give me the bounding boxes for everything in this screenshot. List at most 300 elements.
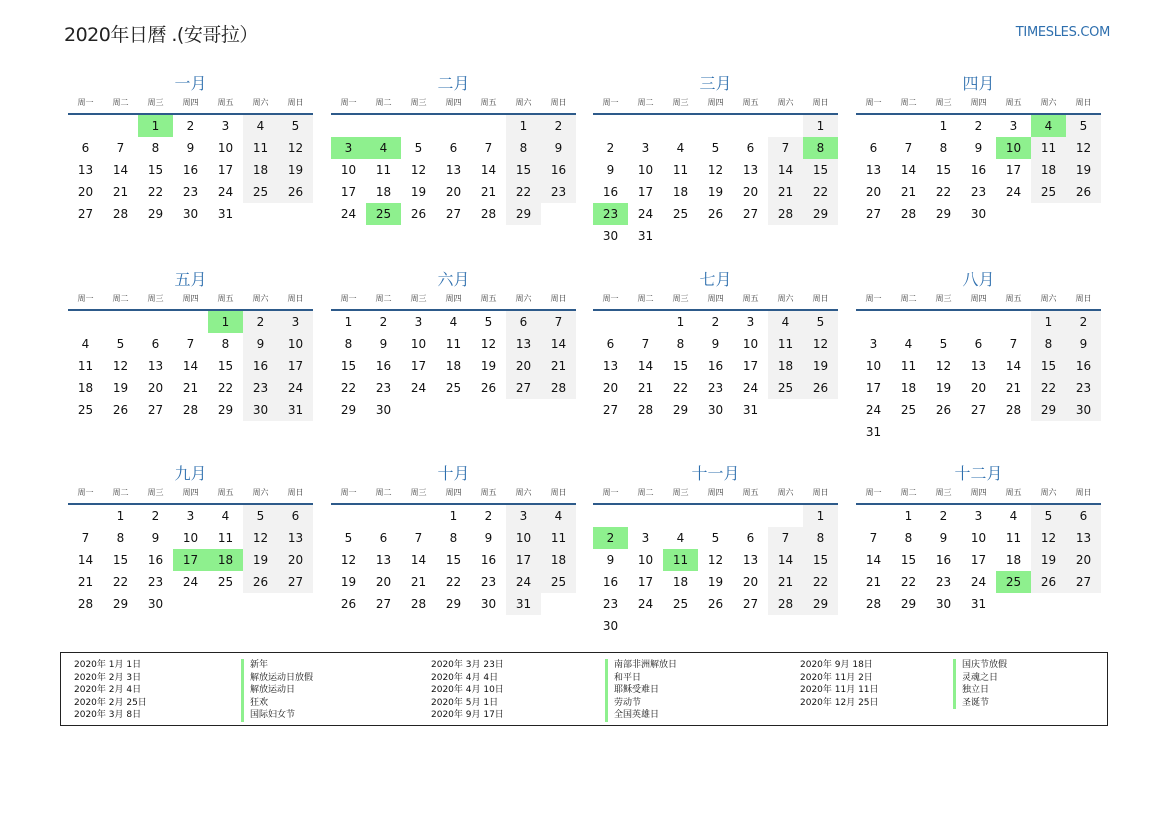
day-cell: 7 [186,337,195,351]
month-block [68,463,313,615]
empty-cell [733,505,768,527]
weekday-label: 周日 [1075,294,1092,303]
empty-cell [663,505,698,527]
legend-holiday-name: 国际妇女节 [241,709,313,722]
day-cell: 18 [541,549,576,571]
month-name: 五月 [174,270,207,289]
day-cell: 28 [112,207,129,221]
day-cell: 14 [637,359,654,373]
day-cell: 14 [480,163,497,177]
empty-cell [138,311,173,333]
day-cell: 14 [900,163,917,177]
day-cell: 24 [865,403,882,417]
day-cell: 12 [112,359,129,373]
day-cell: 29 [935,207,952,221]
legend-names-2 [605,659,677,722]
weekday-label: 周四 [182,98,199,107]
day-cell: 5 [243,505,278,527]
month-name: 七月 [699,270,732,289]
day-cell: 22 [900,575,917,589]
day-cell: 28 [768,593,803,615]
day-cell: 30 [602,229,619,243]
day-cell: 1 [676,315,685,329]
legend-date: 2020年 11月 11日 [800,685,879,696]
day-cell: 5 [711,141,720,155]
day-cell: 17 [637,185,654,199]
brand-link[interactable]: TIMESLES.COM [1015,25,1110,40]
day-cell: 6 [379,531,388,545]
weekday-label: 周二 [375,488,392,497]
legend-date: 2020年 2月 3日 [74,672,142,683]
day-cell: 24 [217,185,234,199]
day-cell: 18 [375,185,392,199]
legend-holiday-name: 新年 [241,659,313,672]
day-cell: 21 [768,181,803,203]
day-cell: 25 [672,207,689,221]
day-cell: 13 [970,359,987,373]
day-cell: 11 [1031,137,1066,159]
day-cell: 20 [742,185,759,199]
day-cell: 22 [803,571,838,593]
day-cell: 26 [243,571,278,593]
empty-cell [663,115,698,137]
day-cell: 5 [278,115,313,137]
legend-date: 2020年 9月 17日 [431,710,504,721]
day-cell: 6 [1066,505,1101,527]
day-cell: 12 [1066,137,1101,159]
empty-cell [926,311,961,333]
day-cell: 25 [768,377,803,399]
weekday-label: 周三 [672,488,689,497]
day-cell: 6 [151,337,160,351]
day-cell: 26 [480,381,497,395]
weekday-label: 周五 [480,98,497,107]
day-cell: 19 [935,381,952,395]
day-cell: 11 [768,333,803,355]
month-block [68,73,313,225]
day-cell: 14 [410,553,427,567]
day-cell: 20 [865,185,882,199]
day-cell: 6 [81,141,90,155]
day-cell: 6 [746,531,755,545]
weekday-label: 周五 [742,294,759,303]
weekday-label: 周三 [935,98,952,107]
day-cell: 14 [112,163,129,177]
weekday-label: 周二 [375,294,392,303]
day-grid [331,311,576,421]
day-cell: 3 [641,531,650,545]
weekday-label: 周四 [707,294,724,303]
day-cell: 8 [506,137,541,159]
day-cell: 2 [186,119,195,133]
day-cell: 4 [768,311,803,333]
weekday-header [593,291,838,311]
weekday-label: 周日 [812,488,829,497]
day-cell: 28 [410,597,427,611]
day-cell: 23 [243,377,278,399]
day-cell: 23 [1066,377,1101,399]
month-block [593,269,838,421]
empty-cell [856,311,891,333]
weekday-label: 周六 [777,294,794,303]
day-cell: 4 [904,337,913,351]
weekday-label: 周三 [672,98,689,107]
legend-holiday-name: 解放运动日放假 [241,672,313,685]
weekday-header [331,485,576,505]
weekday-label: 周日 [287,98,304,107]
day-cell: 29 [803,203,838,225]
day-cell: 10 [278,333,313,355]
weekday-label: 周五 [1005,98,1022,107]
day-cell: 15 [803,159,838,181]
day-cell: 15 [900,553,917,567]
weekday-label: 周四 [445,294,462,303]
day-cell: 9 [711,337,720,351]
day-cell: 15 [506,159,541,181]
day-cell: 25 [672,597,689,611]
day-cell: 22 [1031,377,1066,399]
weekday-label: 周二 [900,98,917,107]
holiday-day-cell: 11 [663,549,698,571]
day-cell: 12 [480,337,497,351]
day-cell: 28 [480,207,497,221]
weekday-header [331,291,576,311]
empty-cell [996,311,1031,333]
day-cell: 13 [865,163,882,177]
day-cell: 24 [278,377,313,399]
day-cell: 22 [147,185,164,199]
holiday-day-cell: 3 [331,137,366,159]
day-cell: 2 [379,315,388,329]
weekday-label: 周日 [550,294,567,303]
day-cell: 31 [970,597,987,611]
day-cell: 29 [217,403,234,417]
day-cell: 21 [865,575,882,589]
legend-holiday-name: 劳动节 [605,697,677,710]
day-cell: 26 [707,207,724,221]
day-cell: 5 [939,337,948,351]
day-cell: 18 [1031,159,1066,181]
empty-cell [891,311,926,333]
day-cell: 1 [1031,311,1066,333]
day-cell: 11 [77,359,94,373]
day-cell: 28 [768,203,803,225]
day-cell: 31 [637,229,654,243]
month-name: 十二月 [954,464,1003,483]
weekday-label: 周四 [182,294,199,303]
empty-cell [103,311,138,333]
day-cell: 27 [445,207,462,221]
day-cell: 9 [939,531,948,545]
day-grid [856,311,1101,443]
legend-holiday-name: 和平日 [605,672,677,685]
day-cell: 31 [742,403,759,417]
day-cell: 18 [445,359,462,373]
holiday-day-cell: 4 [366,137,401,159]
day-cell: 17 [970,553,987,567]
day-cell: 26 [803,377,838,399]
weekday-label: 周四 [707,488,724,497]
month-block [68,269,313,421]
legend-dates-3 [800,659,879,709]
day-cell: 9 [606,163,615,177]
day-cell: 2 [711,315,720,329]
day-cell: 20 [742,575,759,589]
empty-cell [366,115,401,137]
weekday-label: 周二 [637,488,654,497]
day-grid [68,115,313,225]
legend-date: 2020年 4月 10日 [431,685,504,696]
weekday-label: 周五 [1005,488,1022,497]
day-cell: 25 [1031,181,1066,203]
holiday-day-cell: 2 [593,527,628,549]
day-cell: 17 [340,185,357,199]
day-cell: 13 [77,163,94,177]
weekday-label: 周四 [707,98,724,107]
weekday-label: 周五 [217,488,234,497]
day-cell: 13 [1066,527,1101,549]
day-cell: 15 [1031,355,1066,377]
day-cell: 14 [541,333,576,355]
weekday-label: 周日 [812,294,829,303]
day-cell: 5 [803,311,838,333]
weekday-label: 周六 [777,488,794,497]
month-name: 一月 [174,74,207,93]
weekday-label: 周一 [602,98,619,107]
empty-cell [698,505,733,527]
day-cell: 28 [1005,403,1022,417]
empty-cell [593,505,628,527]
legend-date: 2020年 12月 25日 [800,697,879,708]
day-cell: 7 [641,337,650,351]
weekday-label: 周四 [970,98,987,107]
weekday-label: 周三 [672,294,689,303]
day-cell: 15 [340,359,357,373]
weekday-label: 周日 [550,98,567,107]
day-cell: 15 [147,163,164,177]
empty-cell [593,311,628,333]
day-cell: 11 [672,163,689,177]
weekday-label: 周日 [1075,98,1092,107]
day-cell: 30 [480,597,497,611]
day-cell: 3 [221,119,230,133]
day-cell: 6 [278,505,313,527]
day-cell: 17 [410,359,427,373]
day-cell: 9 [541,137,576,159]
legend-holiday-name: 灵魂之日 [953,672,1007,685]
day-grid [593,115,838,247]
day-cell: 4 [81,337,90,351]
weekday-label: 周日 [550,488,567,497]
day-cell: 24 [970,575,987,589]
month-name: 十月 [437,464,470,483]
day-cell: 10 [217,141,234,155]
day-grid [593,311,838,421]
legend-dates-2 [431,659,504,722]
weekday-label: 周六 [252,294,269,303]
empty-cell [331,115,366,137]
legend-holiday-name: 独立日 [953,684,1007,697]
day-cell: 14 [768,159,803,181]
day-cell: 17 [637,575,654,589]
day-cell: 18 [672,575,689,589]
day-cell: 27 [742,207,759,221]
day-cell: 15 [217,359,234,373]
day-cell: 27 [865,207,882,221]
day-cell: 30 [602,619,619,633]
weekday-label: 周二 [112,488,129,497]
legend-holiday-name: 解放运动日 [241,684,313,697]
weekday-label: 周一 [77,98,94,107]
day-cell: 20 [602,381,619,395]
day-cell: 5 [1066,115,1101,137]
day-cell: 7 [541,311,576,333]
weekday-header [68,291,313,311]
day-cell: 19 [1031,549,1066,571]
day-cell: 24 [506,571,541,593]
day-cell: 13 [278,527,313,549]
empty-cell [856,115,891,137]
weekday-label: 周五 [480,488,497,497]
legend-date: 2020年 3月 23日 [431,660,504,670]
day-cell: 20 [77,185,94,199]
day-cell: 16 [707,359,724,373]
empty-cell [856,505,891,527]
day-cell: 29 [112,597,129,611]
day-cell: 12 [1031,527,1066,549]
day-cell: 17 [1005,163,1022,177]
day-cell: 16 [147,553,164,567]
day-cell: 21 [768,571,803,593]
day-cell: 21 [541,355,576,377]
weekday-label: 周日 [812,98,829,107]
day-cell: 7 [81,531,90,545]
empty-cell [698,115,733,137]
day-cell: 30 [147,597,164,611]
month-block [856,73,1101,225]
weekday-header [331,95,576,115]
month-block [331,269,576,421]
day-cell: 19 [112,381,129,395]
day-cell: 30 [935,597,952,611]
day-cell: 15 [112,553,129,567]
day-grid [331,505,576,615]
month-name: 二月 [437,74,470,93]
day-cell: 13 [375,553,392,567]
weekday-label: 周二 [112,294,129,303]
day-cell: 26 [410,207,427,221]
day-grid [593,505,838,637]
day-cell: 15 [935,163,952,177]
day-cell: 7 [869,531,878,545]
empty-cell [68,311,103,333]
empty-cell [768,505,803,527]
day-cell: 10 [970,531,987,545]
day-cell: 27 [970,403,987,417]
day-cell: 24 [410,381,427,395]
day-cell: 3 [506,505,541,527]
holiday-day-cell: 17 [173,549,208,571]
day-cell: 16 [1066,355,1101,377]
day-cell: 19 [1066,159,1101,181]
weekday-label: 周五 [742,488,759,497]
day-cell: 4 [243,115,278,137]
empty-cell [733,115,768,137]
day-cell: 16 [602,575,619,589]
legend-holiday-name: 圣诞节 [953,697,1007,710]
day-cell: 2 [939,509,948,523]
weekday-label: 周六 [515,488,532,497]
weekday-label: 周一 [865,98,882,107]
day-cell: 14 [77,553,94,567]
day-cell: 13 [147,359,164,373]
day-cell: 17 [865,381,882,395]
weekday-label: 周五 [480,294,497,303]
day-cell: 24 [340,207,357,221]
day-cell: 8 [151,141,160,155]
day-cell: 2 [1066,311,1101,333]
weekday-header [68,485,313,505]
empty-cell [331,505,366,527]
month-block [593,73,838,247]
day-cell: 2 [243,311,278,333]
holiday-day-cell: 1 [138,115,173,137]
holiday-day-cell: 25 [366,203,401,225]
legend-date: 2020年 2月 25日 [74,697,147,708]
weekday-label: 周一 [602,488,619,497]
day-cell: 28 [865,597,882,611]
empty-cell [173,311,208,333]
day-cell: 3 [1009,119,1018,133]
day-cell: 29 [1031,399,1066,421]
day-cell: 21 [77,575,94,589]
day-cell: 21 [637,381,654,395]
day-cell: 2 [974,119,983,133]
day-cell: 22 [340,381,357,395]
day-cell: 28 [182,403,199,417]
day-cell: 13 [742,163,759,177]
empty-cell [68,115,103,137]
day-cell: 11 [243,137,278,159]
day-cell: 23 [182,185,199,199]
day-grid [331,115,576,225]
day-cell: 1 [506,115,541,137]
day-cell: 17 [742,359,759,373]
day-cell: 10 [340,163,357,177]
day-cell: 11 [445,337,462,351]
legend-holiday-name: 全国英雄日 [605,709,677,722]
month-name: 十一月 [691,464,740,483]
day-grid [856,115,1101,225]
day-cell: 27 [375,597,392,611]
day-cell: 3 [641,141,650,155]
day-cell: 15 [672,359,689,373]
day-cell: 20 [445,185,462,199]
day-cell: 4 [676,531,685,545]
holiday-day-cell: 25 [996,571,1031,593]
day-cell: 30 [970,207,987,221]
day-cell: 1 [344,315,353,329]
empty-cell [401,505,436,527]
day-cell: 22 [112,575,129,589]
day-cell: 31 [865,425,882,439]
day-cell: 30 [182,207,199,221]
day-cell: 9 [606,553,615,567]
weekday-label: 周日 [287,488,304,497]
weekday-label: 周五 [1005,294,1022,303]
day-cell: 21 [182,381,199,395]
weekday-label: 周一 [602,294,619,303]
